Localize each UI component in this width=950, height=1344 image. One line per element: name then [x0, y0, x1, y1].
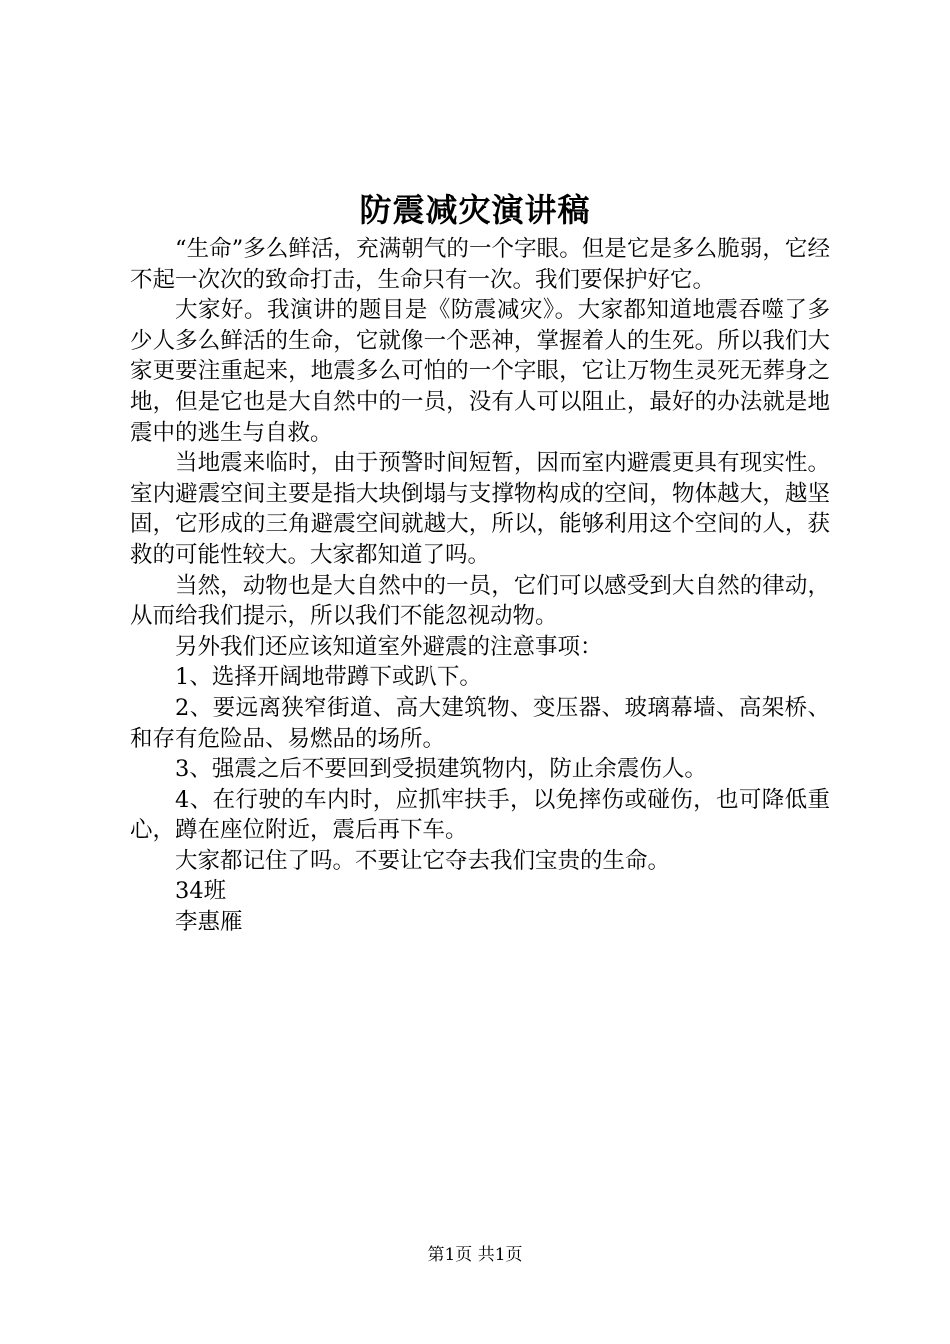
list-item-4: 4、在行驶的车内时，应抓牢扶手，以免摔伤或碰伤，也可降低重心，蹲在座位附近，震后再下车。 — [130, 786, 830, 844]
page-number: 第1页 共1页 — [427, 1245, 523, 1265]
paragraph-animals: 当然，动物也是大自然中的一员，它们可以感受到大自然的律动，从而给我们提示，所以我们不能忽视动物。 — [130, 572, 830, 630]
list-item-1: 1、选择开阔地带蹲下或趴下。 — [175, 664, 482, 691]
author-name: 李惠雁 — [175, 909, 243, 936]
list-item-2: 2、要远离狭窄街道、高大建筑物、变压器、玻璃幕墙、高架桥、和存有危险品、易燃品的场所。 — [130, 694, 830, 752]
paragraph-intro: “生命”多么鲜活，充满朝气的一个字眼。但是它是多么脆弱，它经不起一次次的致命打击，生命只有一次。我们要保护好它。 — [130, 236, 830, 293]
paragraph-greeting: 大家好。我演讲的题目是《防震减灾》。大家都知道地震吞噬了多少人多么鲜活的生命，它就像一个恶神，掌握着人的生死。所以我们大家更要注重起来，地震多么可怕的一个字眼，它让万物生灵死无葬身之地，但是它也是大自然中的一员，没有人可以阻止，最好的办法就是地震中的逃生与自救。 — [130, 297, 830, 446]
paragraph-outdoor-notes: 另外我们还应该知道室外避震的注意事项： — [175, 633, 603, 660]
document-title: 防震减灾演讲稿 — [359, 191, 591, 229]
paragraph-indoor-shelter: 当地震来临时，由于预警时间短暂，因而室内避震更具有现实性。室内避震空间主要是指大块倒塌与支撑物构成的空间，物体越大，越坚固，它形成的三角避震空间就越大，所以，能够利用这个空间的人，获救的可能性较大。大家都知道了吗。 — [130, 450, 830, 568]
list-item-3: 3、强震之后不要回到受损建筑物内，防止余震伤人。 — [175, 756, 707, 783]
document-body — [130, 234, 830, 938]
paragraph-closing: 大家都记住了吗。不要让它夺去我们宝贵的生命。 — [175, 847, 671, 874]
author-class: 34班 — [175, 878, 227, 905]
